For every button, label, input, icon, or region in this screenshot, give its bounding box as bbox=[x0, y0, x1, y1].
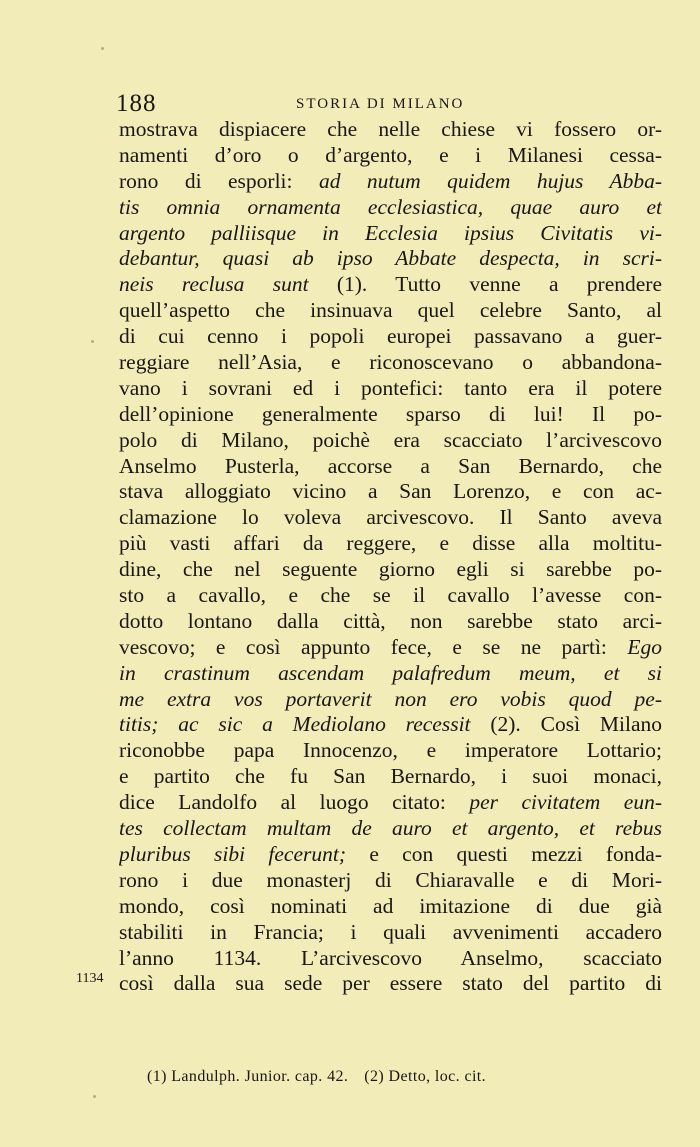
text-line bbox=[119, 661, 662, 687]
paper-speck bbox=[93, 1095, 96, 1098]
text-segment: reggiare nell’Asia, e riconoscevano o abbandona- bbox=[119, 350, 662, 375]
latin-quote-segment: argento palliisque in Ecclesia ipsius Civitatis vi- bbox=[119, 220, 662, 245]
text-segment: Anselmo Pusterla, accorse a San Bernardo, che bbox=[119, 453, 662, 478]
latin-quote-segment: neis reclusa sunt bbox=[119, 272, 309, 297]
text-segment: mostrava dispiacere che nelle chiese vi fossero or- bbox=[119, 117, 662, 141]
paper-speck bbox=[91, 340, 94, 343]
text-line bbox=[119, 454, 662, 480]
page-number: 188 bbox=[116, 90, 157, 117]
text-segment: vescovo; e così appunto fece, e se ne partì: bbox=[119, 634, 628, 659]
text-line bbox=[119, 712, 662, 738]
text-line bbox=[119, 246, 662, 272]
latin-quote-segment: in crastinum ascendam palafredum meum, et si bbox=[119, 660, 662, 685]
text-segment: riconobbe papa Innocenzo, e imperatore Lottario; bbox=[119, 738, 662, 763]
text-line bbox=[119, 143, 662, 169]
text-line bbox=[119, 583, 662, 609]
text-segment: e con questi mezzi fonda- bbox=[346, 841, 662, 866]
footnotes bbox=[147, 1068, 486, 1086]
text-line bbox=[119, 738, 662, 764]
text-line bbox=[119, 376, 662, 402]
text-line bbox=[119, 117, 662, 143]
text-segment: clamazione lo voleva arcivescovo. Il Santo aveva bbox=[119, 505, 662, 530]
text-line bbox=[119, 635, 662, 661]
text-segment: stabiliti in Francia; i quali avvenimenti accadero bbox=[119, 919, 662, 944]
text-segment: così dalla sua sede per essere stato del partito di bbox=[119, 971, 662, 996]
latin-quote-segment: Ego bbox=[627, 634, 662, 659]
text-segment: (1). Tutto venne a prendere bbox=[308, 272, 662, 297]
page-header bbox=[116, 90, 661, 120]
text-segment: quell’aspetto che insinuava quel celebre Santo, al bbox=[119, 298, 662, 323]
footnote-2: (2) Detto, loc. cit. bbox=[364, 1068, 487, 1085]
running-title: STORIA DI MILANO bbox=[296, 96, 465, 112]
latin-quote-segment: titis; ac sic a Mediolano recessit bbox=[119, 712, 471, 737]
text-line bbox=[119, 350, 662, 376]
text-line bbox=[119, 920, 662, 946]
text-segment: dotto lontano dalla città, non sarebbe stato arci- bbox=[119, 608, 662, 633]
text-line bbox=[119, 971, 662, 997]
text-line bbox=[119, 764, 662, 790]
text-line bbox=[119, 195, 662, 221]
text-line bbox=[119, 868, 662, 894]
text-segment: rono di esporli: bbox=[119, 168, 319, 193]
paper-speck bbox=[101, 47, 104, 50]
latin-quote-segment: me extra vos portaverit non ero vobis quod pe- bbox=[119, 686, 662, 711]
text-line bbox=[119, 557, 662, 583]
latin-quote-segment: tis omnia ornamenta ecclesiastica, quae auro et bbox=[119, 194, 662, 219]
text-line bbox=[119, 842, 662, 868]
footnote-1: (1) Landulph. Junior. cap. 42. bbox=[147, 1068, 349, 1085]
text-segment: (2). Così Milano bbox=[470, 712, 662, 737]
text-line bbox=[119, 402, 662, 428]
text-line bbox=[119, 298, 662, 324]
text-segment: stava alloggiato vicino a San Lorenzo, e con ac- bbox=[119, 479, 662, 504]
text-line bbox=[119, 324, 662, 350]
text-segment: dice Landolfo al luogo citato: bbox=[119, 790, 470, 815]
body-text bbox=[119, 117, 662, 997]
text-segment: dell’opinione generalmente sparso di lui! Il po- bbox=[119, 401, 662, 426]
text-segment: polo di Milano, poichè era scacciato l’arcivescovo bbox=[119, 427, 662, 452]
text-segment: mondo, così nominati ad imitazione di due già bbox=[119, 893, 662, 918]
text-line bbox=[119, 479, 662, 505]
latin-quote-segment: per civitatem eun- bbox=[469, 790, 662, 815]
text-segment: di cui cenno i popoli europei passavano a guer- bbox=[119, 324, 662, 349]
latin-quote-segment: debantur, quasi ab ipso Abbate despecta, in scri- bbox=[119, 246, 662, 271]
text-line bbox=[119, 790, 662, 816]
text-line bbox=[119, 221, 662, 247]
text-segment: rono i due monasterj di Chiaravalle e di Mori- bbox=[119, 867, 662, 892]
text-segment: e partito che fu San Bernardo, i suoi monaci, bbox=[119, 764, 662, 789]
text-line bbox=[119, 505, 662, 531]
text-line bbox=[119, 609, 662, 635]
text-line bbox=[119, 272, 662, 298]
text-line bbox=[119, 946, 662, 972]
margin-year-note: 1134 bbox=[76, 971, 104, 986]
text-line bbox=[119, 687, 662, 713]
text-line bbox=[119, 816, 662, 842]
text-line bbox=[119, 894, 662, 920]
text-segment: l’anno 1134. L’arcivescovo Anselmo, scacciato bbox=[119, 945, 662, 970]
text-line bbox=[119, 428, 662, 454]
text-segment: sto a cavallo, e che se il cavallo l’avesse con- bbox=[119, 583, 662, 608]
text-line bbox=[119, 169, 662, 195]
latin-quote-segment: ad nutum quidem hujus Abba- bbox=[318, 168, 662, 193]
text-segment: dine, che nel seguente giorno egli si sarebbe po- bbox=[119, 557, 662, 582]
text-segment: più vasti affari da reggere, e disse alla moltitu- bbox=[119, 531, 662, 556]
text-line bbox=[119, 531, 662, 557]
latin-quote-segment: tes collectam multam de auro et argento, et rebus bbox=[119, 816, 662, 841]
latin-quote-segment: pluribus sibi fecerunt; bbox=[119, 841, 346, 866]
text-segment: vano i sovrani ed i pontefici: tanto era il potere bbox=[119, 375, 662, 400]
text-segment: namenti d’oro o d’argento, e i Milanesi cessa- bbox=[119, 142, 662, 167]
